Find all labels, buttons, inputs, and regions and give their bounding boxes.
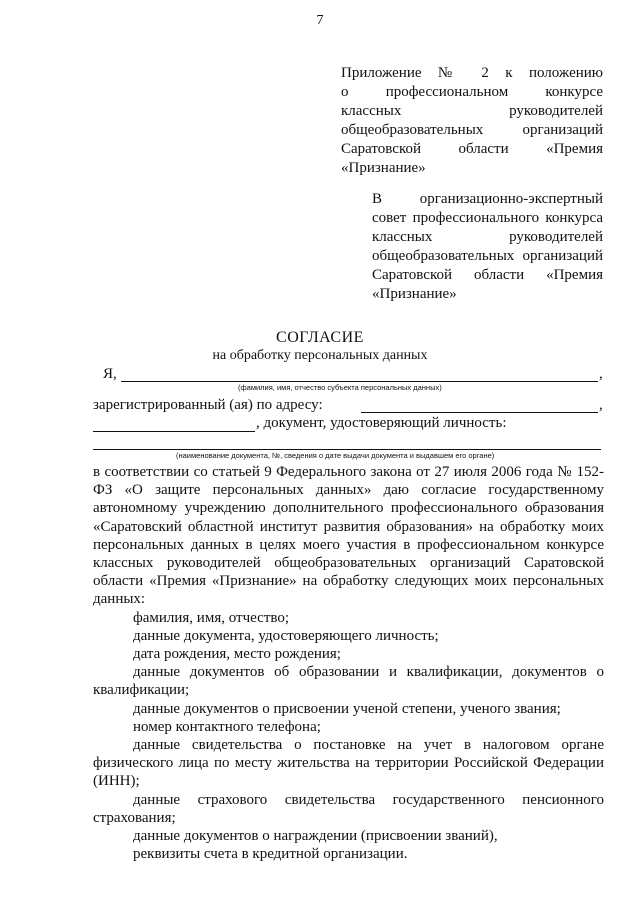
appendix-line: Саратовской области «Премия <box>341 141 603 157</box>
data-item: фамилия, имя, отчество; <box>133 609 290 626</box>
addressee-line: совет профессионального конкурса <box>372 210 603 226</box>
data-item: данные документов о награждении (присвоении званий), <box>133 828 498 845</box>
identity-document-field[interactable] <box>93 449 601 450</box>
appendix-line: классных руководителей <box>341 103 603 119</box>
consent-paragraph: в соответствии со статьей 9 Федерального закона от 27 июля 2006 года № 152-ФЗ «О защите персональных данных» даю согласие государственному автономному учреждению дополнительного профессионального образования «Саратовский областной институт развития образования» на обработку моих персональных данных в целях моего участия в профессиональном конкурсе классных руководителей общеобразовательных организаций Саратовской области «Премия «Признание» на обработку следующих моих персональных данных: <box>93 464 604 608</box>
appendix-heading <box>341 64 603 178</box>
document-label: , документ, удостоверяющий личность: <box>256 415 507 431</box>
data-item: данные документов об образовании и квалификации, документов о квалификации; <box>93 664 604 699</box>
document-subtitle: на обработку персональных данных <box>212 348 428 363</box>
addressee-block <box>372 190 603 304</box>
data-item: данные страхового свидетельства государственного пенсионного страхования; <box>93 791 604 826</box>
addressee-line: Саратовской области «Премия <box>372 267 603 283</box>
addressee-line: В организационно-экспертный <box>372 191 603 207</box>
page-number: 7 <box>316 13 324 28</box>
address-continuation-field[interactable] <box>93 431 255 432</box>
appendix-line: о профессиональном конкурсе <box>341 84 603 100</box>
appendix-line: общеобразовательных организаций <box>341 122 603 138</box>
document-title: СОГЛАСИЕ <box>276 329 364 346</box>
data-item: номер контактного телефона; <box>133 718 321 735</box>
data-item: данные документа, удостоверяющего личность; <box>133 627 439 644</box>
addressee-line: общеобразовательных организаций <box>372 248 603 264</box>
document-hint: (наименование документа, №, сведения о дате выдачи документа и выдавшем его органе) <box>176 451 495 460</box>
appendix-line: «Признание» <box>341 160 426 176</box>
name-comma: , <box>599 366 603 382</box>
i-label: Я, <box>103 366 117 382</box>
address-label: зарегистрированный (ая) по адресу: <box>93 397 323 413</box>
address-field[interactable] <box>361 412 598 413</box>
data-item: реквизиты счета в кредитной организации. <box>133 846 408 863</box>
appendix-line: Приложение № 2 к положению <box>341 65 603 81</box>
address-comma: , <box>599 397 603 413</box>
addressee-line: классных руководителей <box>372 229 603 245</box>
full-name-field[interactable] <box>121 381 598 382</box>
data-item: данные свидетельства о постановке на учет в налоговом органе физического лица по месту жительства на территории Российской Федерации (ИНН); <box>93 737 604 790</box>
data-item: данные документов о присвоении ученой степени, ученого звания; <box>133 700 561 717</box>
consent-body <box>93 463 604 863</box>
full-name-hint: (фамилия, имя, отчество субъекта персональных данных) <box>238 383 442 392</box>
addressee-line: «Признание» <box>372 286 457 302</box>
data-item: дата рождения, место рождения; <box>133 646 341 663</box>
